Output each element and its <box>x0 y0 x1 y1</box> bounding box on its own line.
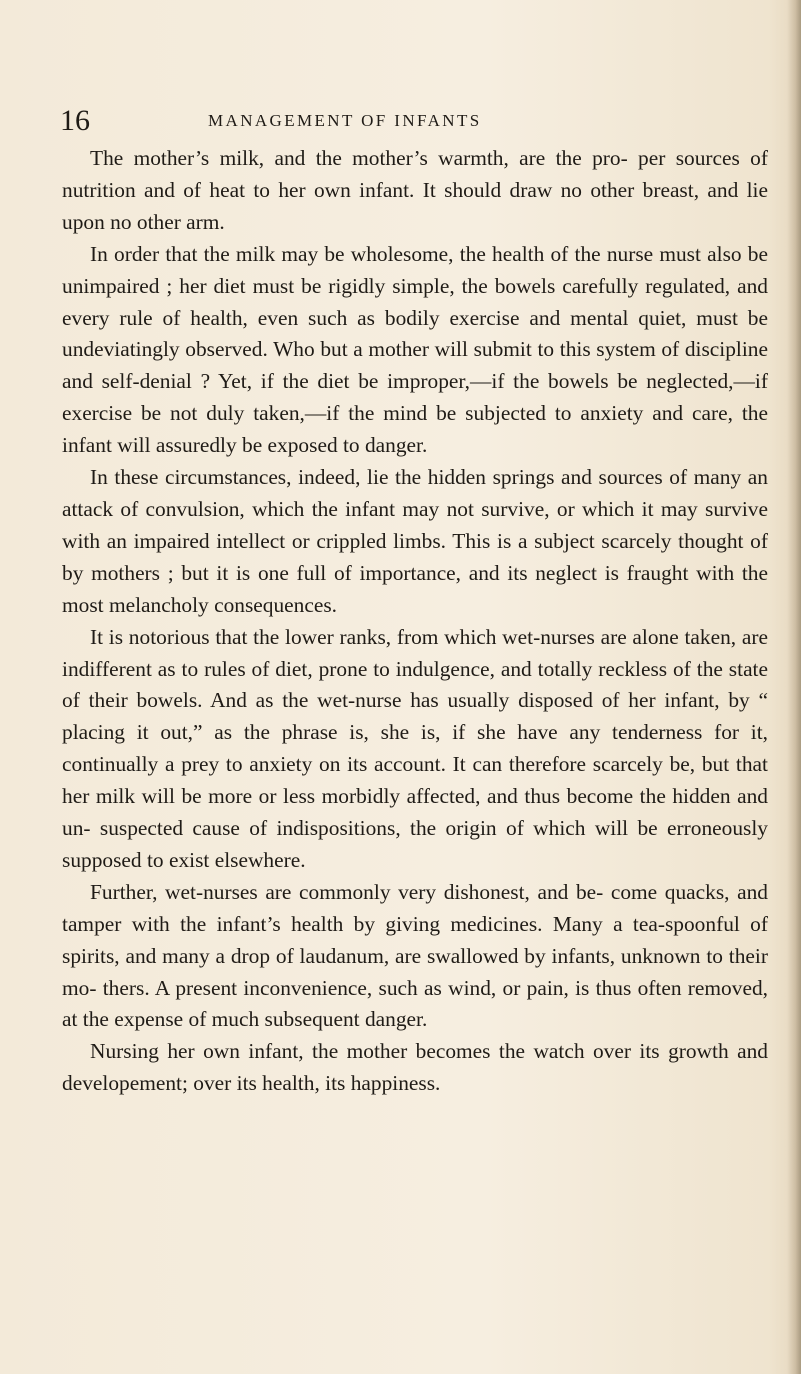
page-edge-shadow <box>787 0 801 1374</box>
page-header <box>60 103 760 139</box>
paragraph: Nursing her own infant, the mother becomes the watch over its growth and developement; over its health, its happiness. <box>62 1039 768 1096</box>
paragraph: In these circumstances, indeed, lie the hidden springs and sources of many an attack of convulsion, which the infant may not survive, or which it may survive with an impaired intellect or crippled limbs. This is a subject scarcely thought of by mothers ; but it is one full of importance, and its neglect is fraught with the most melancholy consequences. <box>62 465 768 617</box>
paragraph: In order that the milk may be wholesome, the health of the nurse must also be unimpaired ; her diet must be rigidly simple, the bowels carefully regulated, and every rule of health, even such as bodily exercise and mental quiet, must be undeviatingly observed. Who but a mother will submit to this system of discipline and self-denial ? Yet, if the diet be improper,—if the bowels be neglected,—if exercise be not duly taken,—if the mind be subjected to anxiety and care, the infant will assuredly be exposed to danger. <box>62 241 768 458</box>
body-text <box>62 143 768 1100</box>
running-head: MANAGEMENT OF INFANTS <box>208 111 482 130</box>
paragraph: The mother’s milk, and the mother’s warmth, are the pro- per sources of nutrition and of heat to her own infant. It should draw no other breast, and lie upon no other arm. <box>62 146 768 234</box>
paragraph: It is notorious that the lower ranks, from which wet-nurses are alone taken, are indifferent as to rules of diet, prone to indulgence, and totally reckless of the state of their bowels. And as the wet-nurse has usually disposed of her infant, by “ placing it out,” as the phrase is, she is, if she have any tenderness for it, continually a prey to anxiety on its account. It can therefore scarcely be, but that her milk will be more or less morbidly affected, and thus become the hidden and un- suspected cause of indispositions, the origin of which will be erroneously supposed to exist elsewhere. <box>62 624 768 872</box>
paragraph: Further, wet-nurses are commonly very dishonest, and be- come quacks, and tamper with the infant’s health by giving medicines. Many a tea-spoonful of spirits, and many a drop of laudanum, are swallowed by infants, unknown to their mo- thers. A present inconvenience, such as wind, or pain, is thus often removed, at the expense of much subsequent danger. <box>62 879 768 1032</box>
page-number: 16 <box>60 104 90 137</box>
